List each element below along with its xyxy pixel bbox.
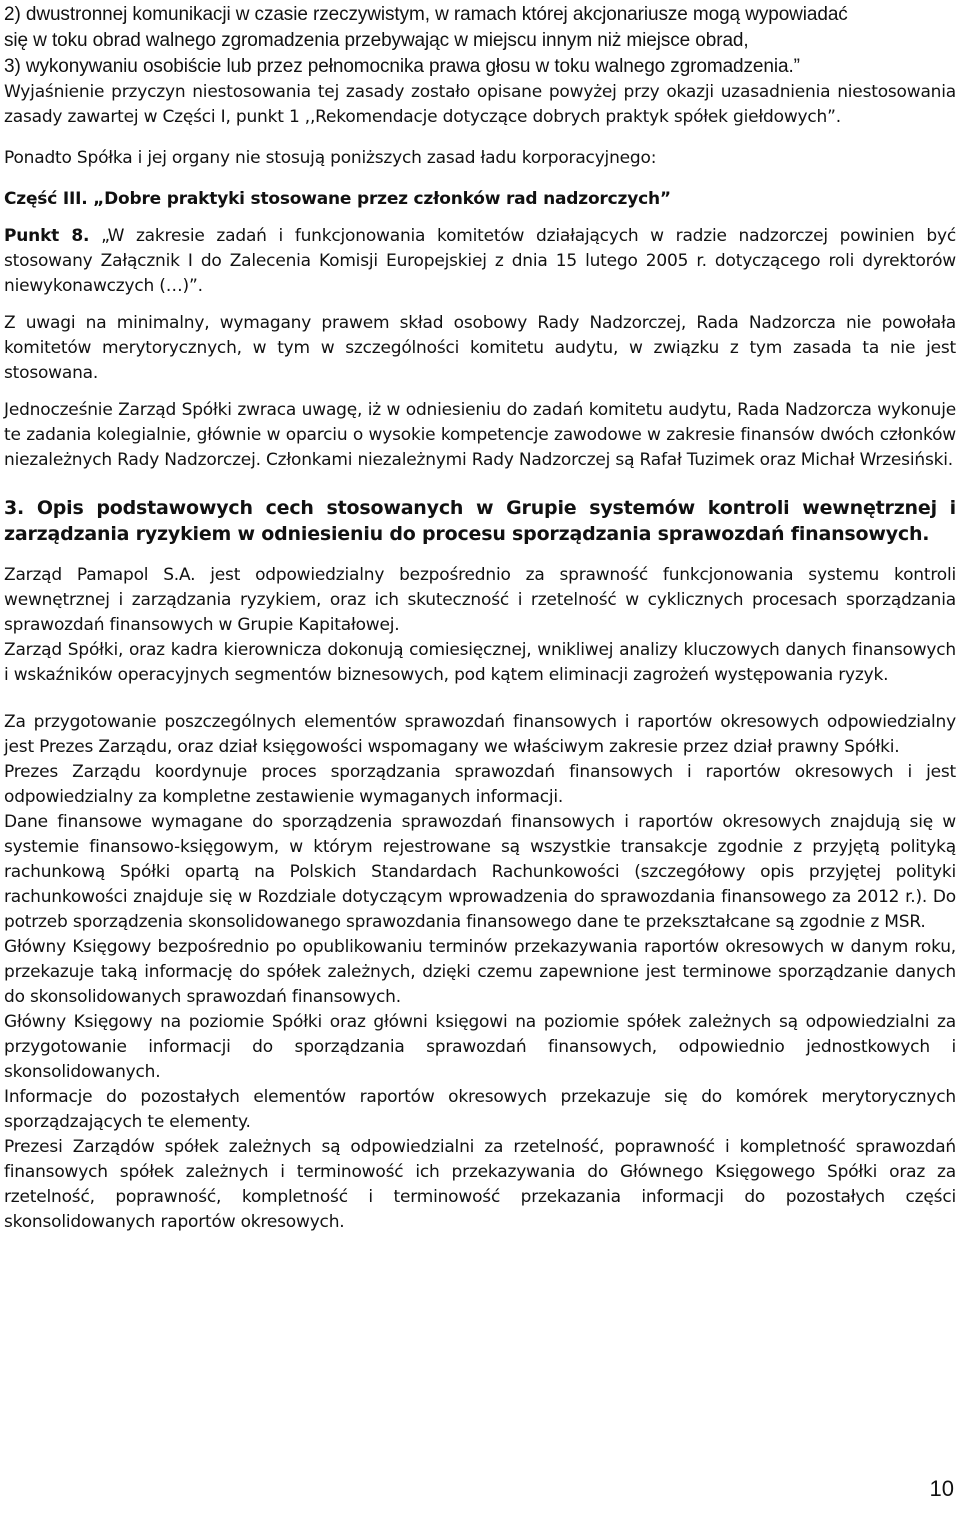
intro-line-2: się w toku obrad walnego zgromadzenia przebywając w miejscu innym niż miejsce obrad, <box>4 30 749 51</box>
block2-paragraph-6: Informacje do pozostałych elementów raportów okresowych przekazuje się do komórek merytorycznych sporządzających te elementy. <box>4 1087 956 1132</box>
block2-paragraph-3: Dane finansowe wymagane do sporządzenia sprawozdań finansowych i raportów okresowych znajdują się w systemie finansowo-księgowym, w którym rejestrowane są wszystkie transakcje zgodnie z przyjętą polityką rachunkową Spółki opartą na Polskich Standardach Rachunkowości (szczegółowy opis przyjętej polityki rachunkowości znajduje się w Rozdziale dotyczącym wprowadzenia do sprawozdania finansowego za 2012 r.). Do potrzeb sporządzenia skonsolidowanego sprawozdania finansowego dane te przekształcane są zgodnie z MSR. <box>4 812 956 932</box>
block1-paragraph-2: Zarząd Spółki, oraz kadra kierownicza dokonują comiesięcznej, wnikliwej analizy kluczowych danych finansowych i wskaźników operacyjnych segmentów biznesowych, pod kątem eliminacji zagrożeń występowania ryzyk. <box>4 640 956 685</box>
document-page <box>4 2 956 1235</box>
block2-paragraph-7: Prezesi Zarządów spółek zależnych są odpowiedzialni za rzetelność, poprawność i kompletność sprawozdań finansowych spółek zależnych i terminowość ich przekazywania do Głównego Księgowego Spółki oraz za rzetelność, poprawność, kompletność i terminowość przekazania informacji do pozostałych części skonsolidowanych raportów okresowych. <box>4 1137 956 1232</box>
block2-paragraph-2: Prezes Zarządu koordynuje proces sporządzania sprawozdań finansowych i raportów okresowych i jest odpowiedzialny za kompletne zestawienie wymaganych informacji. <box>4 762 956 807</box>
block2-paragraph-5: Główny Księgowy na poziomie Spółki oraz główni księgowi na poziomie spółek zależnych są odpowiedzialni za przygotowanie informacji do sporządzania sprawozdań finansowych, odpowiednio jednostkowych i skonsolidowanych. <box>4 1012 956 1082</box>
committee-paragraph: Z uwagi na minimalny, wymagany prawem skład osobowy Rady Nadzorczej, Rada Nadzorcza nie powołała komitetów merytorycznych, w tym w szczególności komitetu audytu, w związku z tym zasada ta nie jest stosowana. <box>4 313 956 383</box>
point-label: Punkt 8. <box>4 226 90 246</box>
block2-paragraph-1: Za przygotowanie poszczególnych elementów sprawozdań finansowych i raportów okresowych odpowiedzialny jest Prezes Zarządu, oraz dział księgowości wspomagany we właściwym zakresie przez dział prawny Spółki. <box>4 712 956 757</box>
point-paragraph <box>4 224 956 299</box>
intro-line-1: 2) dwustronnej komunikacji w czasie rzeczywistym, w ramach której akcjonariusze mogą wypowiadać <box>4 4 848 25</box>
page-number: 10 <box>929 1476 954 1501</box>
explanation-paragraph: Wyjaśnienie przyczyn niestosowania tej zasady zostało opisane powyżej przy okazji uzasadnienia niestosowania zasady zawartej w Części I, punkt 1 ,,Rekomendacje dotyczące dobrych praktyk spółek giełdowych”. <box>4 82 956 127</box>
audit-paragraph: Jednocześnie Zarząd Spółki zwraca uwagę, iż w odniesieniu do zadań komitetu audytu, Rada Nadzorcza wykonuje te zadania kolegialnie, głównie w oparciu o wysokie kompetencje zawodowe w zakresie finansów dwóch członków niezależnych Rady Nadzorczej. Członkami niezależnymi Rady Nadzorczej są Rafał Tuzimek oraz Michał Wrzesiński. <box>4 400 956 470</box>
additionally-paragraph: Ponadto Spółka i jej organy nie stosują poniższych zasad ładu korporacyjnego: <box>4 148 657 168</box>
block1-paragraph-1: Zarząd Pamapol S.A. jest odpowiedzialny bezpośrednio za sprawność funkcjonowania systemu kontroli wewnętrznej i zarządzania ryzykiem, oraz ich skuteczność i rzetelność w cyklicznych procesach sporządzania sprawozdań finansowych w Grupie Kapitałowej. <box>4 565 956 635</box>
section-3-heading: 3. Opis podstawowych cech stosowanych w Grupie systemów kontroli wewnętrznej i zarządzania ryzykiem w odniesieniu do procesu sporządzania sprawozdań finansowych. <box>4 497 956 545</box>
part-heading: Część III. „Dobre praktyki stosowane przez członków rad nadzorczych” <box>4 189 671 209</box>
block2-paragraph-4: Główny Księgowy bezpośrednio po opublikowaniu terminów przekazywania raportów okresowych w danym roku, przekazuje taką informację do spółek zależnych, dzięki czemu zapewnione jest terminowe sporządzanie danych do skonsolidowanych sprawozdań finansowych. <box>4 937 956 1007</box>
intro-line-3: 3) wykonywaniu osobiście lub przez pełnomocnika prawa głosu w toku walnego zgromadzenia.” <box>4 56 800 77</box>
point-text: „W zakresie zadań i funkcjonowania komitetów działających w radzie nadzorczej powinien być stosowany Załącznik I do Zalecenia Komisji Europejskiej z dnia 15 lutego 2005 r. dotyczącego roli dyrektorów niewykonawczych (…)”. <box>4 226 957 296</box>
